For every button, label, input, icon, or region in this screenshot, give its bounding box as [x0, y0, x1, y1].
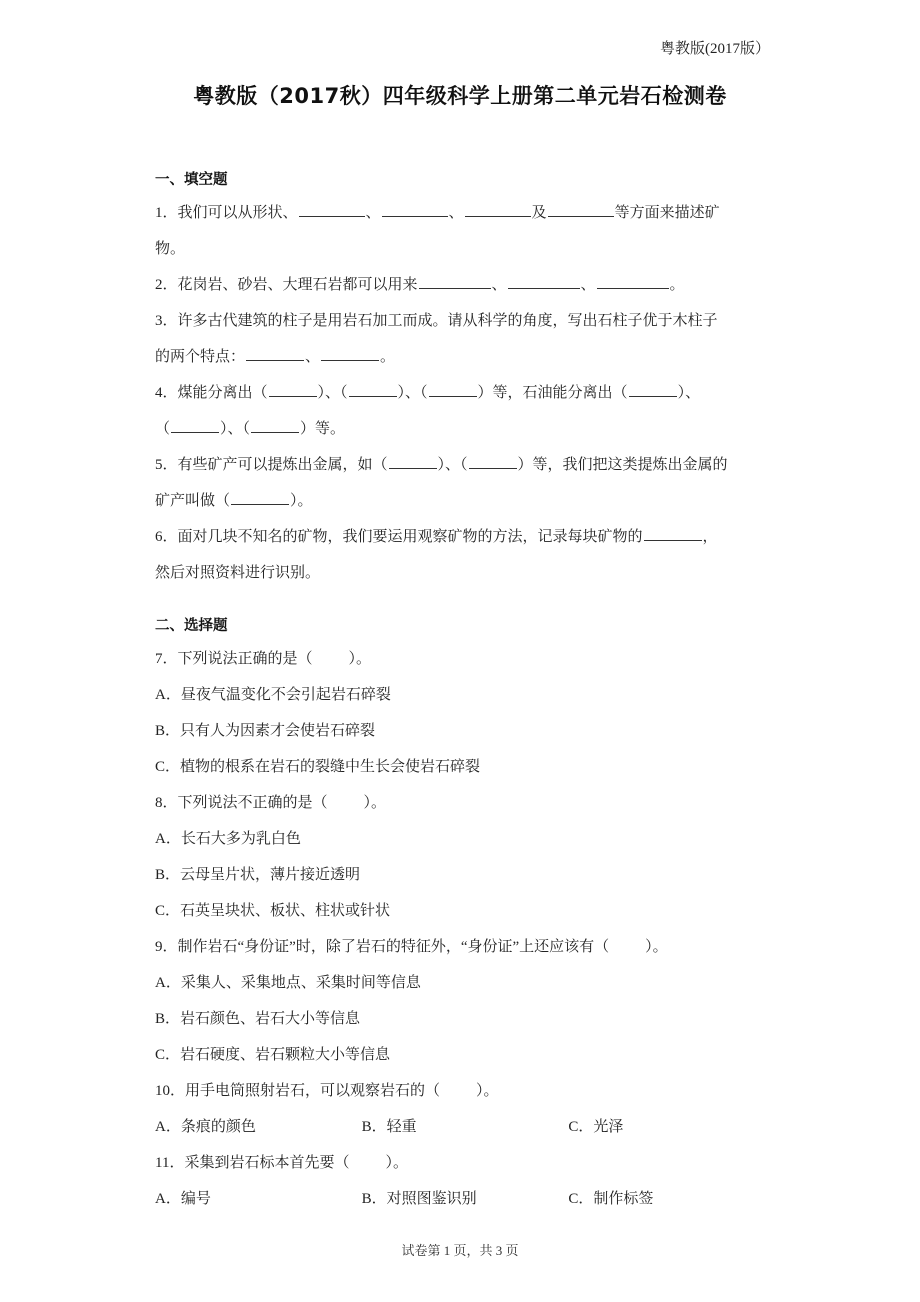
separator: 、 — [365, 205, 381, 221]
answer-blank[interactable] — [349, 382, 397, 397]
paren-close: ）。 — [645, 939, 668, 955]
q2-text: 2．花岗岩、砂岩、大理石岩都可以用来 — [155, 277, 418, 293]
answer-blank[interactable] — [597, 274, 669, 289]
answer-blank[interactable] — [389, 454, 437, 469]
answer-blank[interactable] — [299, 202, 365, 217]
period: 。 — [380, 349, 396, 365]
q5-text: 5．有些矿产可以提炼出金属，如（ — [155, 457, 388, 473]
q4-text: 4．煤能分离出（ — [155, 385, 268, 401]
option-9c[interactable]: C．岩石硬度、岩石颗粒大小等信息 — [155, 1047, 391, 1063]
option-7c[interactable]: C．植物的根系在岩石的裂缝中生长会使岩石碎裂 — [155, 759, 481, 775]
q6-text: 6．面对几块不知名的矿物，我们要运用观察矿物的方法，记录每块矿物的 — [155, 529, 643, 545]
separator: ）、（ — [220, 421, 251, 437]
question-6 — [155, 519, 775, 555]
question-8 — [155, 785, 775, 821]
answer-blank[interactable] — [429, 382, 477, 397]
q4-open: （ — [155, 421, 171, 437]
answer-blank[interactable] — [321, 346, 379, 361]
options-11 — [155, 1181, 775, 1217]
answer-blank[interactable] — [469, 454, 517, 469]
option-8c[interactable]: C．石英呈块状、板状、柱状或针状 — [155, 903, 391, 919]
option-7a[interactable]: A．昼夜气温变化不会引起岩石碎裂 — [155, 687, 391, 703]
q5-end: ）。 — [290, 493, 313, 509]
comma: ， — [702, 529, 718, 545]
question-5 — [155, 447, 775, 483]
question-6-cont: 然后对照资料进行识别。 — [155, 565, 321, 581]
answer-blank[interactable] — [419, 274, 491, 289]
question-stem: 8．下列说法不正确的是（ — [155, 795, 328, 811]
paren-close: ）。 — [348, 651, 372, 667]
option-8b[interactable]: B．云母呈片状，薄片接近透明 — [155, 867, 361, 883]
question-3-cont — [155, 339, 775, 375]
question-2 — [155, 267, 775, 303]
question-11 — [155, 1145, 775, 1181]
question-1-cont: 物。 — [155, 241, 186, 257]
section-heading-fill: 一、填空题 — [155, 172, 228, 188]
paren-close: ）。 — [476, 1083, 499, 1099]
q3-text: 的两个特点： — [155, 349, 246, 365]
answer-blank[interactable] — [269, 382, 317, 397]
q5-text-end: ）等，我们把这类提炼出金属的 — [517, 457, 728, 473]
separator: ）、（ — [437, 457, 468, 473]
option-11a[interactable]: A．编号 — [155, 1191, 211, 1207]
separator: ）、（ — [317, 385, 348, 401]
question-stem: 11．采集到岩石标本首先要（ — [155, 1155, 350, 1171]
answer-blank[interactable] — [246, 346, 304, 361]
section-heading-choice: 二、选择题 — [155, 618, 228, 634]
edition-label: 粤教版(2017版） — [660, 41, 770, 57]
option-11b[interactable]: B．对照图鉴识别 — [361, 1191, 477, 1207]
answer-blank[interactable] — [508, 274, 580, 289]
exam-content — [155, 165, 775, 1217]
answer-blank[interactable] — [644, 526, 702, 541]
answer-blank[interactable] — [251, 418, 299, 433]
separator: 、 — [448, 205, 464, 221]
option-9b[interactable]: B．岩石颜色、岩石大小等信息 — [155, 1011, 361, 1027]
q5-text-cont: 矿产叫做（ — [155, 493, 231, 509]
paren-close: ）。 — [385, 1155, 408, 1171]
separator: 、 — [580, 277, 596, 293]
option-7b[interactable]: B．只有人为因素才会使岩石碎裂 — [155, 723, 376, 739]
q1-text-end: 等方面来描述矿 — [614, 205, 720, 221]
q4-text-mid: ）等，石油能分离出（ — [477, 385, 628, 401]
option-9a[interactable]: A．采集人、采集地点、采集时间等信息 — [155, 975, 421, 991]
option-10b[interactable]: B．轻重 — [361, 1119, 417, 1135]
question-9 — [155, 929, 775, 965]
question-5-cont — [155, 483, 775, 519]
option-10c[interactable]: C．光泽 — [568, 1119, 624, 1135]
question-1 — [155, 195, 775, 231]
period: 。 — [669, 277, 685, 293]
q1-text: 1．我们可以从形状、 — [155, 205, 298, 221]
question-4-cont — [155, 411, 775, 447]
q4-close: ）、 — [677, 385, 701, 401]
answer-blank[interactable] — [548, 202, 614, 217]
option-10a[interactable]: A．条痕的颜色 — [155, 1119, 256, 1135]
q1-and: 及 — [531, 205, 547, 221]
page-title: 粤教版（2017秋）四年级科学上册第二单元岩石检测卷 — [193, 84, 727, 108]
answer-blank[interactable] — [382, 202, 448, 217]
separator: 、 — [491, 277, 507, 293]
question-10 — [155, 1073, 775, 1109]
question-stem: 7．下列说法正确的是（ — [155, 651, 313, 667]
separator: ）、（ — [397, 385, 428, 401]
page-footer: 试卷第 1 页，共 3 页 — [401, 1243, 519, 1258]
question-stem: 9．制作岩石“身份证”时，除了岩石的特征外，“身份证”上还应该有（ — [155, 939, 610, 955]
answer-blank[interactable] — [465, 202, 531, 217]
answer-blank[interactable] — [171, 418, 219, 433]
options-10 — [155, 1109, 775, 1145]
paren-close: ）。 — [363, 795, 387, 811]
option-11c[interactable]: C．制作标签 — [568, 1191, 654, 1207]
question-3: 3．许多古代建筑的柱子是用岩石加工而成。请从科学的角度，写出石柱子优于木柱子 — [155, 313, 718, 329]
q4-end: ）等。 — [300, 421, 346, 437]
question-4 — [155, 375, 775, 411]
option-8a[interactable]: A．长石大多为乳白色 — [155, 831, 301, 847]
question-stem: 10．用手电筒照射岩石，可以观察岩石的（ — [155, 1083, 441, 1099]
answer-blank[interactable] — [629, 382, 677, 397]
answer-blank[interactable] — [231, 490, 289, 505]
question-7 — [155, 641, 775, 677]
separator: 、 — [305, 349, 321, 365]
